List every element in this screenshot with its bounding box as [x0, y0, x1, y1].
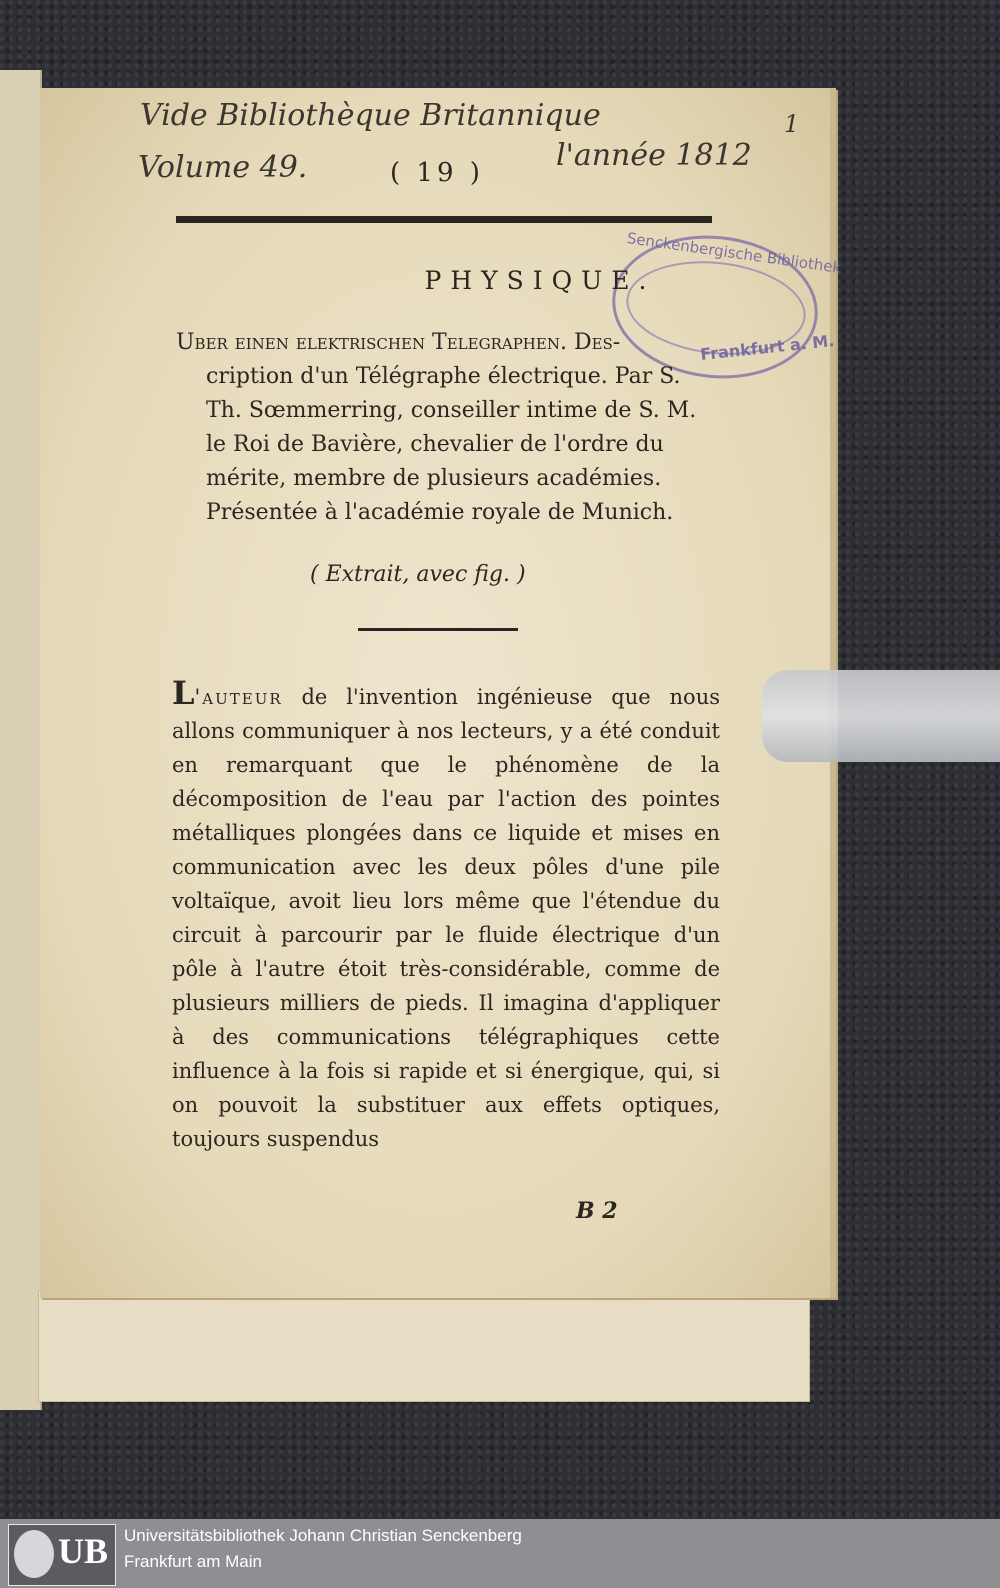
institution-city: Frankfurt am Main: [124, 1552, 262, 1571]
logo-text: UB: [58, 1531, 109, 1571]
heading-line: Uber einen elektrischen Telegraphen. Des-: [176, 330, 621, 355]
handwritten-note-line1: Vide Bibliothèque Britannique: [140, 98, 601, 133]
handwritten-corner-number: 1: [784, 110, 800, 138]
section-title: PHYSIQUE.: [424, 266, 656, 295]
stamp-text-top: Senckenbergische Bibliothek: [625, 229, 843, 277]
page-marker-tab: [762, 670, 1000, 762]
header-rule: [176, 216, 712, 223]
separator-rule: [358, 628, 518, 631]
handwritten-year: l'année 1812: [556, 138, 752, 173]
heading-line: mérite, membre de plusieurs académies.: [206, 466, 662, 491]
stamp-text-bottom: Frankfurt a. M.: [699, 331, 836, 364]
body-paragraph: [172, 676, 720, 1156]
institution-name: Universitätsbibliothek Johann Christian Senckenberg: [124, 1526, 522, 1545]
heading-line: le Roi de Bavière, chevalier de l'ordre du: [206, 432, 664, 457]
body-text: de l'invention ingénieuse que nous allons communiquer à nos lecteurs, y a été conduit en remarquant que le phénomène de la décomposition de l'eau par l'action des pointes métalliques plongées dans ce liquide et mises en communication avec les deux pôles d'une pile voltaïque, avoit lieu lors même que l'étendue du circuit à parcourir par le fluide électrique d'un pôle à l'autre étoit très-considérable, comme de plusieurs milliers de pieds. Il imagina d'appliquer à des communications télégraphiques cette influence à la fois si rapide et si énergique, qui, si on pouvoit la substituer aux effets optiques, toujours suspendus: [172, 685, 720, 1151]
article-heading: [176, 326, 724, 530]
body-smallcaps: 'auteur: [194, 685, 283, 709]
heading-line: cription d'un Télégraphe électrique. Par S.: [206, 364, 681, 389]
drop-cap: L: [172, 674, 195, 712]
extract-note: ( Extrait, avec fig. ): [310, 562, 526, 587]
heading-line: Présentée à l'académie royale de Munich.: [206, 500, 674, 525]
underlying-page: [38, 1290, 810, 1402]
heading-line: Th. Sœmmerring, conseiller intime de S. M.: [206, 398, 697, 423]
signature-mark: B 2: [576, 1198, 618, 1224]
seal-icon: [14, 1530, 54, 1578]
handwritten-volume: Volume 49.: [138, 150, 308, 185]
page-number: ( 19 ): [390, 158, 484, 188]
